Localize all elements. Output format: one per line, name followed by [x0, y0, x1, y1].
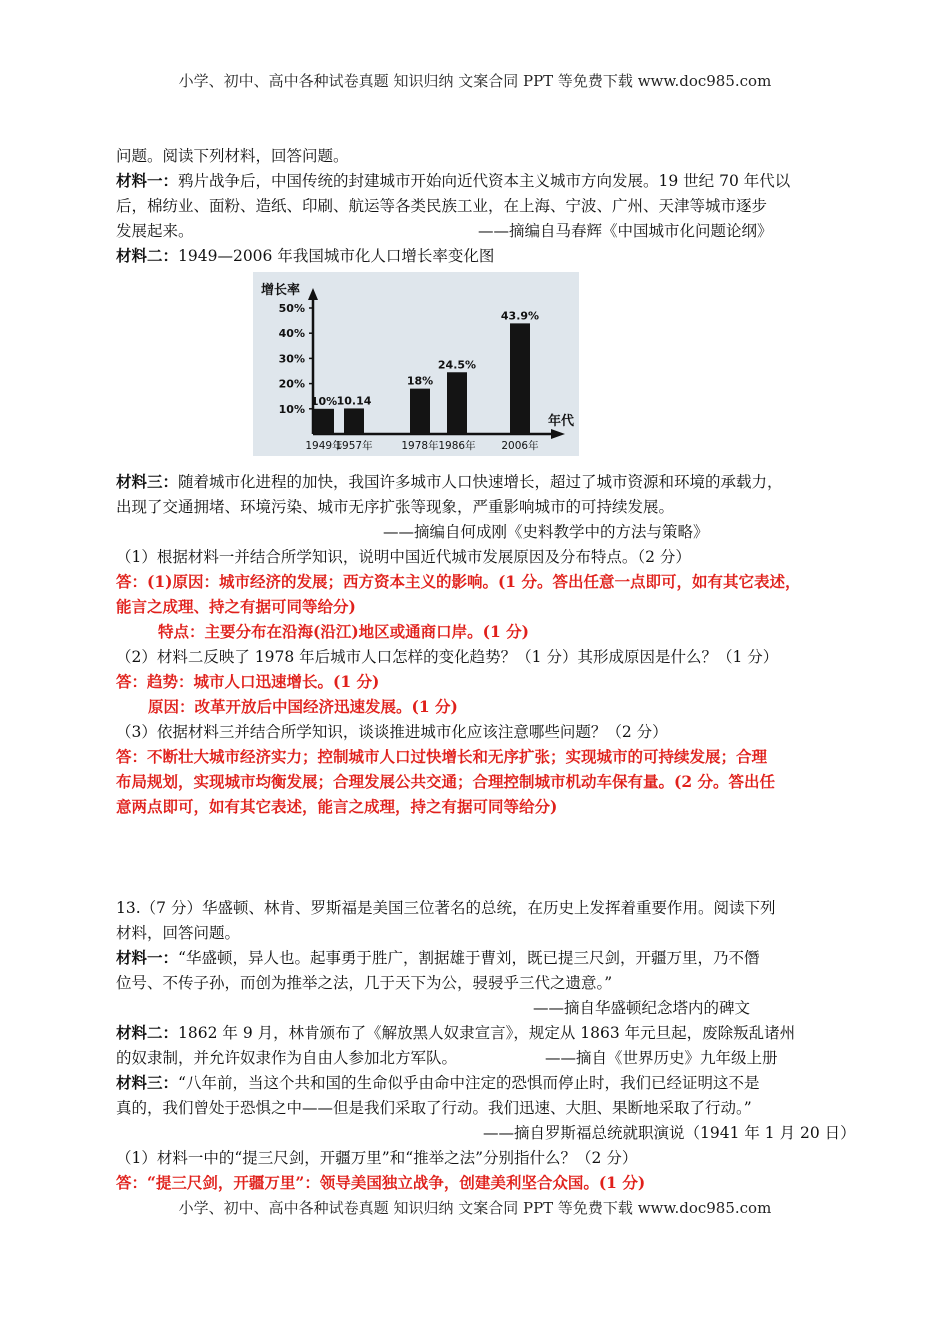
- q13-question1: （1）材料一中的“提三尺剑，开疆万里”和“推举之法”分别指什么？（2 分）: [116, 1149, 638, 1167]
- q12-material1-line2: 后，棉纺业、面粉、造纸、印刷、航运等各类民族工业，在上海、宁波、广州、天津等城市逐步: [116, 197, 768, 215]
- q12-intro: 问题。阅读下列材料，回答问题。: [116, 147, 349, 165]
- q12-material3-source: ——摘编自何成刚《史料教学中的方法与策略》: [383, 523, 709, 541]
- page-footer: 小学、初中、高中各种试卷真题 知识归纳 文案合同 PPT 等免费下载 www.doc985.com: [178, 1199, 772, 1217]
- y-tick-label: 50%: [278, 302, 305, 315]
- q13-answer1: 答：“提三尺剑，开疆万里”：领导美国独立战争，创建美利坚合众国。(1 分): [116, 1173, 646, 1192]
- bar-1986年: [447, 372, 467, 434]
- q13-material3-line2: 真的，我们曾处于恐惧之中——但是我们采取了行动。我们迅速、大胆、果断地采取了行动。”: [116, 1099, 752, 1117]
- y-tick-label: 40%: [278, 327, 305, 341]
- data-label: 24.5%: [437, 358, 477, 372]
- y-tick-label: 30%: [278, 352, 305, 366]
- data-label: 10.14: [336, 394, 372, 408]
- q13-material3-line1: [116, 1071, 759, 1095]
- q13-material2-line1: [116, 1021, 795, 1045]
- bar-1978年: [410, 389, 430, 434]
- y-axis-title: 增长率: [261, 283, 301, 298]
- material-text: “华盛顿，异人也。起事勇于胜广，割据雄于曹刘，既已提三尺剑，开疆万里，乃不僭: [178, 949, 760, 967]
- q12-question2: （2）材料二反映了 1978 年后城市人口怎样的变化趋势？（1 分）其形成原因是什么？（1 分）: [116, 648, 779, 666]
- material-label: 材料一：: [116, 948, 179, 967]
- q12-material3-line2: 出现了交通拥堵、环境污染、城市无序扩张等现象，严重影响城市的可持续发展。: [116, 498, 675, 516]
- x-axis-title: 年代: [548, 414, 575, 429]
- q12-answer1-line3: 特点：主要分布在沿海(沿江)地区或通商口岸。(1 分): [158, 622, 530, 641]
- material-label: 材料一：: [116, 171, 179, 190]
- material-text: 1949—2006 年我国城市化人口增长率变化图: [178, 247, 495, 265]
- q12-material1-source: ——摘编自马春辉《中国城市化问题论纲》: [478, 222, 773, 240]
- q12-answer1-line1: 答：(1)原因：城市经济的发展；西方资本主义的影响。(1 分。答出任意一点即可，如有其它表述，: [116, 572, 801, 591]
- q13-intro-line1: 13.（7 分）华盛顿、林肯、罗斯福是美国三位著名的总统，在历史上发挥着重要作用。阅读下列: [116, 899, 776, 917]
- q13-material3-source: ——摘自罗斯福总统就职演说（1941 年 1 月 20 日）: [483, 1124, 856, 1142]
- q13-material1-line2: 位号、不传子孙，而创为推举之法，几于天下为公，骎骎乎三代之遗意。”: [116, 974, 613, 992]
- data-label: 10%: [310, 394, 338, 408]
- q12-question3: （3）依据材料三并结合所学知识，谈谈推进城市化应该注意哪些问题？（2 分）: [116, 723, 668, 741]
- q12-answer3-line3: 意两点即可，如有其它表述，能言之成理，持之有据可同等给分): [116, 797, 558, 816]
- page-header: 小学、初中、高中各种试卷真题 知识归纳 文案合同 PPT 等免费下载 www.doc985.com: [178, 72, 772, 90]
- q12-material2-line: [116, 244, 494, 268]
- bar-1957年: [344, 408, 364, 434]
- material-label: 材料二：: [116, 1023, 179, 1042]
- x-tick-label: 1978年: [401, 440, 439, 452]
- q13-material1-source: ——摘自华盛顿纪念塔内的碑文: [533, 999, 751, 1017]
- q12-question1: （1）根据材料一并结合所学知识，说明中国近代城市发展原因及分布特点。（2 分）: [116, 548, 691, 566]
- material-text: 随着城市化进程的加快，我国许多城市人口快速增长，超过了城市资源和环境的承载力，: [178, 473, 783, 491]
- q12-material3-line1: [116, 470, 783, 494]
- q13-material2-line2: 的奴隶制，并允许奴隶作为自由人参加北方军队。: [116, 1049, 458, 1067]
- data-label: 43.9%: [500, 309, 540, 323]
- x-tick-label: 1986年: [438, 440, 476, 452]
- q12-answer2-line1: 答：趋势：城市人口迅速增长。(1 分): [116, 672, 380, 691]
- y-tick-label: 10%: [278, 402, 305, 416]
- data-label: 18%: [406, 374, 434, 388]
- material-text: 1862 年 9 月，林肯颁布了《解放黑人奴隶宣言》，规定从 1863 年元旦起，废除叛乱诸州: [178, 1024, 796, 1042]
- q12-material1-line1: [116, 169, 790, 193]
- x-tick-label: 2006年: [501, 440, 539, 452]
- q13-intro-line2: 材料，回答问题。: [116, 924, 241, 942]
- urbanization-growth-chart: [253, 272, 579, 456]
- material-label: 材料三：: [116, 1073, 179, 1092]
- q12-answer2-line2: 原因：改革开放后中国经济迅速发展。(1 分): [148, 697, 458, 716]
- material-label: 材料二：: [116, 246, 179, 265]
- q13-material2-source: ——摘自《世界历史》九年级上册: [545, 1049, 778, 1067]
- chart-svg: [253, 272, 579, 456]
- bar-2006年: [510, 323, 530, 434]
- x-axis-arrow: [551, 429, 565, 439]
- q12-material1-line3: 发展起来。: [116, 222, 194, 240]
- y-axis-arrow: [308, 288, 318, 300]
- q12-answer3-line1: 答：不断壮大城市经济实力；控制城市人口过快增长和无序扩张；实现城市的可持续发展；合理: [116, 747, 768, 766]
- x-tick-label: 1957年: [335, 440, 373, 452]
- x-tick-label: 1949年: [305, 440, 343, 452]
- q12-answer1-line2: 能言之成理、持之有据可同等给分): [116, 597, 356, 616]
- material-text: “八年前，当这个共和国的生命似乎由命中注定的恐惧而停止时，我们已经证明这不是: [178, 1074, 760, 1092]
- q12-answer3-line2: 布局规划，实现城市均衡发展；合理发展公共交通；合理控制城市机动车保有量。(2 分。答出任: [116, 772, 776, 791]
- q13-material1-line1: [116, 946, 759, 970]
- bar-1949年: [314, 409, 334, 434]
- material-text: 鸦片战争后，中国传统的封建城市开始向近代资本主义城市方向发展。19 世纪 70 年代以: [178, 172, 791, 190]
- y-tick-label: 20%: [278, 377, 305, 391]
- material-label: 材料三：: [116, 472, 179, 491]
